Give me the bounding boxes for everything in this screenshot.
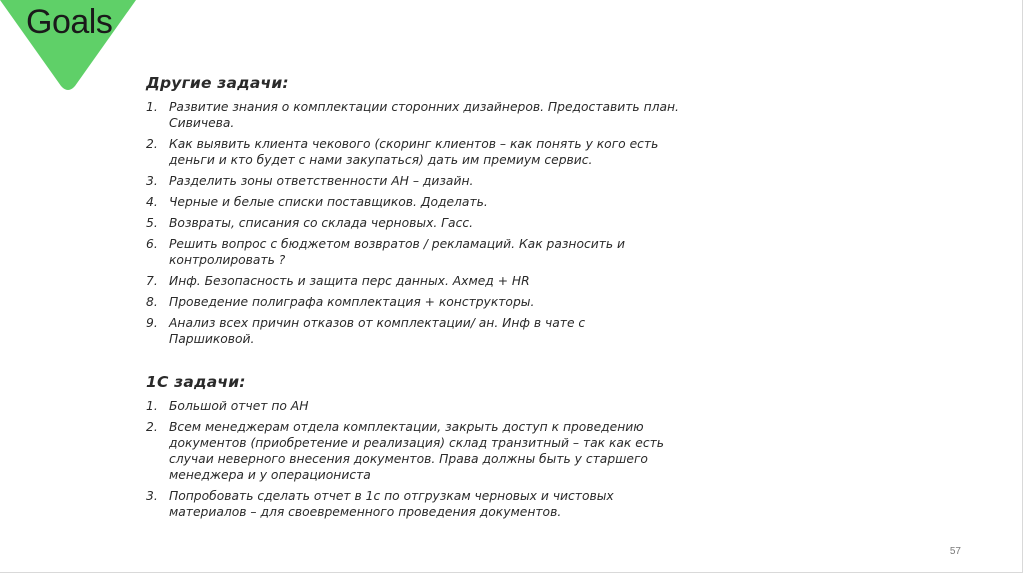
slide-title: Goals: [26, 3, 113, 41]
section-heading-1c-tasks: 1С задачи:: [146, 373, 246, 391]
list-item: 3. Разделить зоны ответственности АН – дизайн.: [146, 174, 474, 188]
list-item: 6. Решить вопрос с бюджетом возвратов / рекламаций. Как разносить и контролировать ?: [146, 237, 626, 267]
list-item: 4. Черные и белые списки поставщиков. Доделать.: [146, 195, 488, 209]
list-item: 2. Как выявить клиента чекового (скоринг клиентов – как понять у кого есть деньги и кто будет с нами закупаться) дать им премиум сервис.: [146, 137, 659, 167]
list-item: 1. Развитие знания о комплектации сторонних дизайнеров. Предоставить план. Сивичева.: [146, 100, 679, 130]
list-item: 5. Возвраты, списания со склада черновых. Гасс.: [146, 216, 473, 230]
section-heading-other-tasks: Другие задачи:: [146, 74, 289, 92]
other-tasks-list: [146, 99, 746, 347]
1c-tasks-list: [146, 398, 746, 520]
slide-content: [146, 74, 746, 525]
list-item: 2. Всем менеджерам отдела комплектации, закрыть доступ к проведению документов (приобретение и реализация) склад транзитный – так как есть случаи неверного внесения документов. Права должны быть у старшего менеджера и у операциониста: [146, 420, 665, 482]
list-item: 3. Попробовать сделать отчет в 1с по отгрузкам черновых и чистовых материалов – для своевременного проведения документов.: [146, 489, 614, 519]
list-item: 1. Большой отчет по АН: [146, 399, 309, 413]
page-number: 57: [949, 546, 961, 557]
list-item: 7. Инф. Безопасность и защита перс данных. Ахмед + HR: [146, 274, 530, 288]
list-item: 9. Анализ всех причин отказов от комплектации/ ан. Инф в чате с Паршиковой.: [146, 316, 586, 346]
list-item: 8. Проведение полиграфа комплектация + конструкторы.: [146, 295, 535, 309]
